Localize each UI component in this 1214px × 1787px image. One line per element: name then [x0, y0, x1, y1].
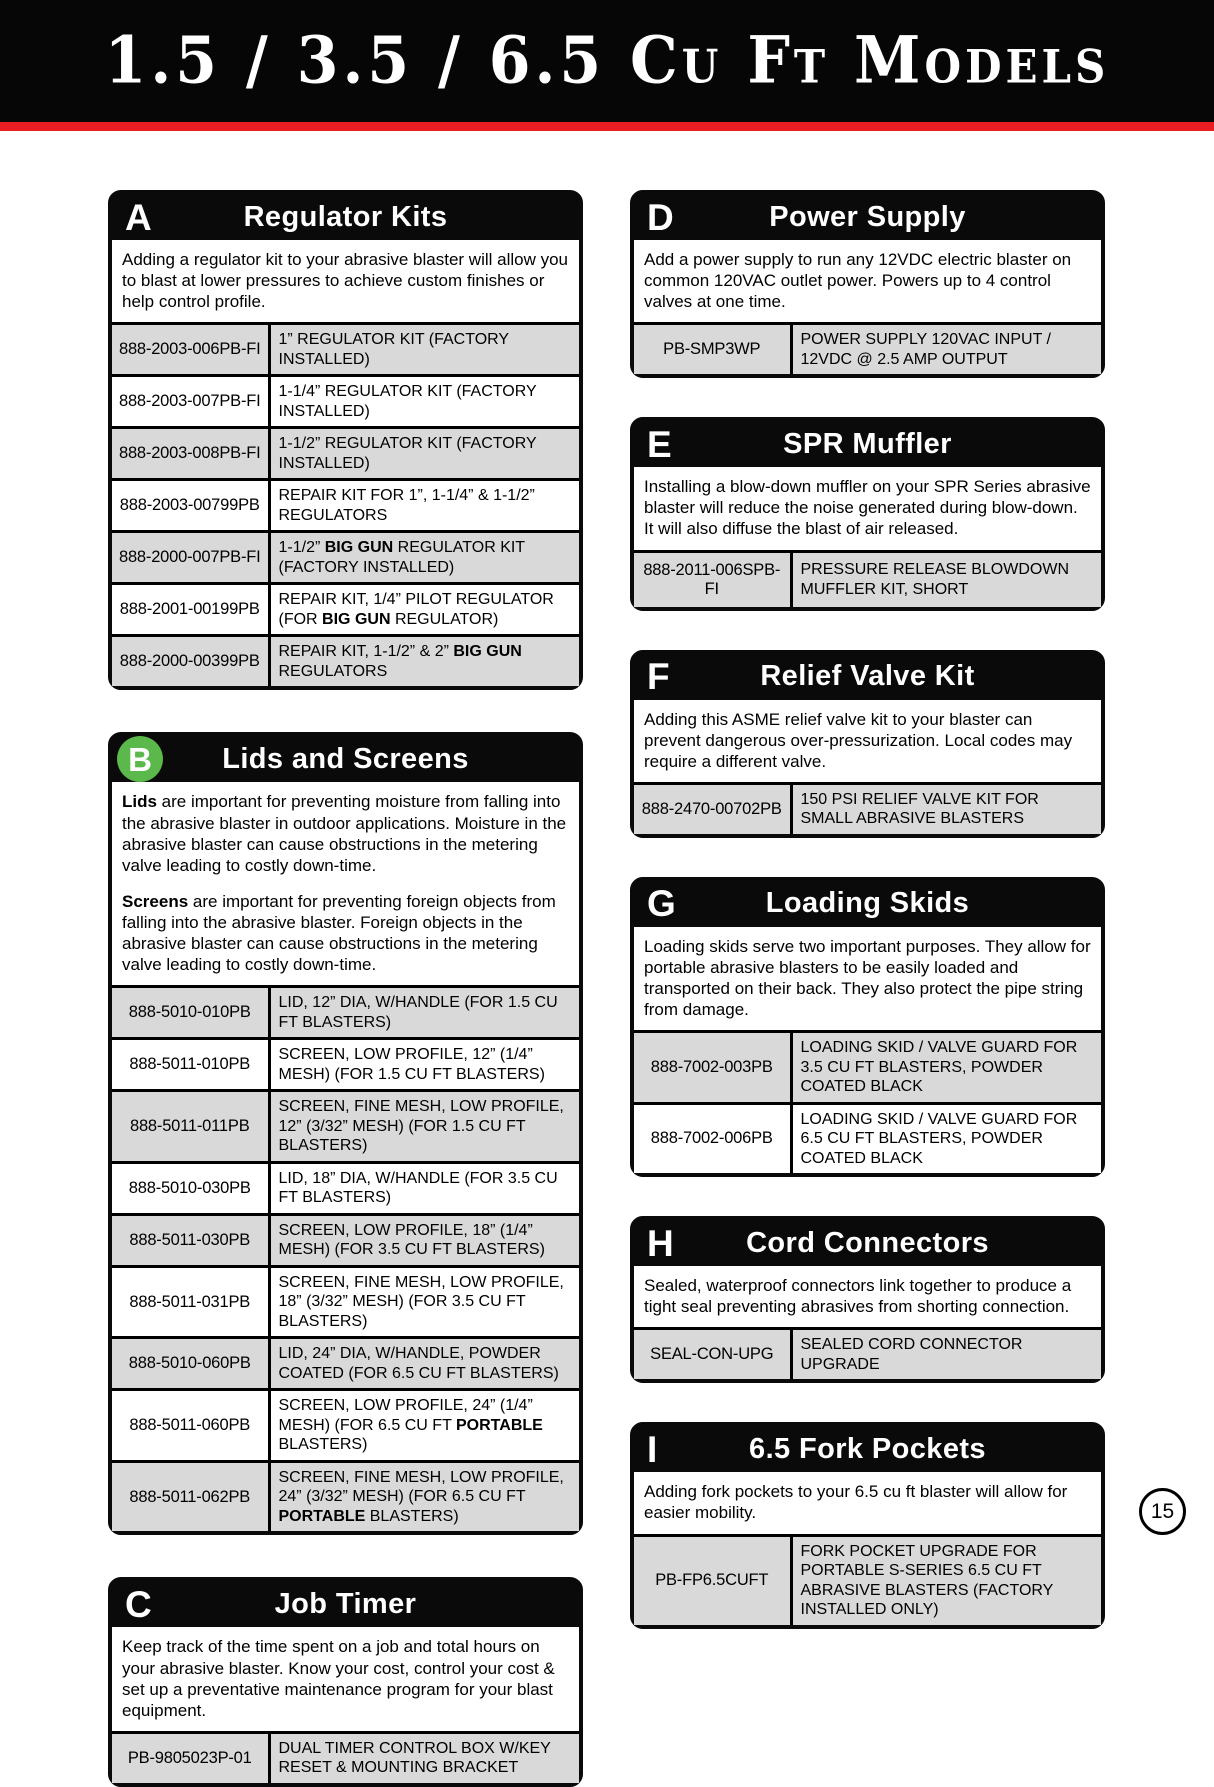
part-number-cell: 888-5011-010PB [112, 1039, 269, 1091]
section-c [108, 1577, 583, 1786]
description-paragraph: Adding fork pockets to your 6.5 cu ft blaster will allow for easier mobility. [644, 1482, 1068, 1523]
section-title: Lids and Screens [222, 742, 469, 775]
description-paragraph: Sealed, waterproof connectors link together to produce a tight seal preventing abrasives from shorting connection. [644, 1276, 1072, 1317]
description-paragraph: Lids are important for preventing moisture from falling into the abrasive blaster in outdoor applications. Moisture in the abrasive blaster can cause obstructions in the metering valve leading to costly down-time. [122, 792, 567, 875]
part-description-cell: REPAIR KIT, 1-1/2” & 2” BIG GUN REGULATORS [269, 636, 579, 687]
part-number-cell: 888-5010-030PB [112, 1162, 269, 1214]
part-description-cell: LID, 18” DIA, W/HANDLE (FOR 3.5 CU FT BLASTERS) [269, 1162, 579, 1214]
section-letter: C [125, 1583, 152, 1625]
description-paragraph: Add a power supply to run any 12VDC electric blaster on common 120VAC outlet power. Powers up to 4 control valves at one time. [644, 250, 1072, 312]
parts-table [112, 985, 579, 1531]
page-number-badge [1139, 1488, 1186, 1535]
table-row [112, 987, 579, 1039]
table-row [112, 1390, 579, 1462]
section-letter: E [647, 423, 672, 465]
parts-table [112, 322, 579, 686]
description-paragraph: Installing a blow-down muffler on your SPR Series abrasive blaster will reduce the noise generated during blow-down. It will also diffuse the blast of air released. [644, 477, 1091, 539]
part-description-cell: LID, 24” DIA, W/HANDLE, POWDER COATED (FOR 6.5 CU FT BLASTERS) [269, 1338, 579, 1390]
parts-table [112, 1731, 579, 1783]
part-description-cell: SCREEN, FINE MESH, LOW PROFILE, 24” (3/32” MESH) (FOR 6.5 CU FT PORTABLE BLASTERS) [269, 1461, 579, 1531]
table-row [112, 1214, 579, 1266]
section-letter: I [647, 1428, 658, 1470]
table-row [112, 1091, 579, 1163]
section-description [112, 784, 579, 985]
parts-table [634, 322, 1101, 374]
description-paragraph: Screens are important for preventing foreign objects from falling into the abrasive blaster. Foreign objects in the abrasive blaster can cause obstructions in the metering valve leading to costly down-time. [122, 891, 556, 974]
part-description-cell: SCREEN, FINE MESH, LOW PROFILE, 18” (3/32” MESH) (FOR 3.5 CU FT BLASTERS) [269, 1266, 579, 1338]
part-number-cell: 888-2011-006SPB-FI [634, 551, 791, 607]
table-row [112, 1732, 579, 1783]
description-paragraph: Adding a regulator kit to your abrasive blaster will allow you to blast at lower pressures to achieve custom finishes or help control profile. [122, 250, 569, 312]
section-title: 6.5 Fork Pockets [749, 1432, 986, 1465]
part-number-cell: 888-2003-006PB-FI [112, 324, 269, 376]
table-row [112, 324, 579, 376]
part-description-cell: SCREEN, LOW PROFILE, 18” (1/4” MESH) (FOR 3.5 CU FT BLASTERS) [269, 1214, 579, 1266]
table-row [112, 1461, 579, 1531]
section-title: SPR Muffler [783, 427, 952, 460]
section-header [112, 194, 579, 242]
section-description [634, 469, 1101, 549]
right-column [630, 190, 1105, 1629]
section-header [634, 881, 1101, 929]
part-number-cell: 888-2470-00702PB [634, 783, 791, 834]
section-letter: B [117, 736, 163, 782]
section-e [630, 417, 1105, 610]
section-title: Loading Skids [765, 887, 970, 920]
section-f [630, 650, 1105, 838]
section-header [634, 654, 1101, 702]
part-number-cell: 888-5011-011PB [112, 1091, 269, 1163]
part-description-cell: 150 PSI RELIEF VALVE KIT FOR SMALL ABRASIVE BLASTERS [791, 783, 1101, 834]
section-letter: G [647, 883, 676, 925]
section-title: Relief Valve Kit [760, 660, 975, 692]
description-paragraph: Loading skids serve two important purposes. They allow for portable abrasive blasters to be easily loaded and transported on their back. They also protect the pipe string from damage. [644, 936, 1091, 1019]
part-description-cell: REPAIR KIT, 1/4” PILOT REGULATOR (FOR BIG GUN REGULATOR) [269, 584, 579, 636]
part-number-cell: 888-5011-030PB [112, 1214, 269, 1266]
parts-table [634, 782, 1101, 834]
table-row [112, 636, 579, 687]
section-description [112, 1629, 579, 1730]
part-number-cell: 888-2003-007PB-FI [112, 376, 269, 428]
table-row [112, 428, 579, 480]
section-header [634, 421, 1101, 469]
section-title: Regulator Kits [243, 200, 448, 233]
section-letter: A [125, 196, 152, 238]
parts-table [634, 1030, 1101, 1173]
part-description-cell: POWER SUPPLY 120VAC INPUT / 12VDC @ 2.5 AMP OUTPUT [791, 324, 1101, 375]
part-number-cell: 888-5010-010PB [112, 987, 269, 1039]
section-d [630, 190, 1105, 378]
part-number-cell: 888-2000-00399PB [112, 636, 269, 687]
section-h [630, 1216, 1105, 1383]
part-description-cell: LID, 12” DIA, W/HANDLE (FOR 1.5 CU FT BLASTERS) [269, 987, 579, 1039]
section-description [634, 929, 1101, 1030]
table-row [112, 584, 579, 636]
section-title: Job Timer [274, 1587, 417, 1620]
table-row [634, 1032, 1101, 1104]
section-g [630, 877, 1105, 1177]
part-number-cell: 888-7002-006PB [634, 1103, 791, 1173]
table-row [112, 1162, 579, 1214]
part-number-cell: 888-7002-003PB [634, 1032, 791, 1104]
page-banner [0, 0, 1214, 122]
part-description-cell: LOADING SKID / VALVE GUARD FOR 6.5 CU FT BLASTERS, POWDER COATED BLACK [791, 1103, 1101, 1173]
part-description-cell: 1-1/4” REGULATOR KIT (FACTORY INSTALLED) [269, 376, 579, 428]
section-description [634, 702, 1101, 782]
section-letter: F [647, 656, 670, 697]
section-description [112, 242, 579, 322]
parts-table [634, 1327, 1101, 1379]
parts-table [634, 550, 1101, 607]
table-row [112, 1039, 579, 1091]
part-number-cell: PB-FP6.5CUFT [634, 1535, 791, 1625]
part-number-cell: 888-5011-060PB [112, 1390, 269, 1462]
section-a [108, 190, 583, 690]
table-row [634, 1103, 1101, 1173]
part-number-cell: SEAL-CON-UPG [634, 1329, 791, 1380]
part-description-cell: SCREEN, FINE MESH, LOW PROFILE, 12” (3/32” MESH) (FOR 1.5 CU FT BLASTERS) [269, 1091, 579, 1163]
part-number-cell: 888-5010-060PB [112, 1338, 269, 1390]
part-description-cell: PRESSURE RELEASE BLOWDOWN MUFFLER KIT, SHORT [791, 551, 1101, 607]
section-header [634, 1220, 1101, 1268]
part-number-cell: 888-2001-00199PB [112, 584, 269, 636]
accent-stripe [0, 122, 1214, 131]
section-i [630, 1422, 1105, 1628]
part-number-cell: 888-2003-008PB-FI [112, 428, 269, 480]
section-header [634, 194, 1101, 242]
table-row [112, 1338, 579, 1390]
part-description-cell: SCREEN, LOW PROFILE, 24” (1/4” MESH) (FOR 6.5 CU FT PORTABLE BLASTERS) [269, 1390, 579, 1462]
table-row [112, 532, 579, 584]
section-title: Power Supply [769, 200, 966, 233]
table-row [634, 1535, 1101, 1625]
part-description-cell: DUAL TIMER CONTROL BOX W/KEY RESET & MOUNTING BRACKET [269, 1732, 579, 1783]
section-header [112, 1581, 579, 1629]
part-description-cell: SCREEN, LOW PROFILE, 12” (1/4” MESH) (FOR 1.5 CU FT BLASTERS) [269, 1039, 579, 1091]
part-number-cell: 888-2000-007PB-FI [112, 532, 269, 584]
page-title: 1.5 / 3.5 / 6.5 Cu Ft Models [104, 23, 1110, 99]
section-header [112, 736, 579, 784]
part-number-cell: 888-5011-031PB [112, 1266, 269, 1338]
part-description-cell: SEALED CORD CONNECTOR UPGRADE [791, 1329, 1101, 1380]
part-description-cell: REPAIR KIT FOR 1”, 1-1/4” & 1-1/2” REGULATORS [269, 480, 579, 532]
table-row [634, 551, 1101, 607]
section-description [634, 1268, 1101, 1327]
table-row [112, 480, 579, 532]
section-description [634, 1474, 1101, 1533]
description-paragraph: Adding this ASME relief valve kit to your blaster can prevent dangerous over-pressurization. Local codes may require a different valve. [644, 709, 1073, 771]
table-row [634, 783, 1101, 834]
section-letter: H [647, 1222, 674, 1264]
table-row [634, 324, 1101, 375]
table-row [112, 376, 579, 428]
part-number-cell: PB-SMP3WP [634, 324, 791, 375]
left-column [108, 190, 583, 1787]
section-title: Cord Connectors [746, 1226, 989, 1259]
part-number-cell: PB-9805023P-01 [112, 1732, 269, 1783]
parts-table [634, 1534, 1101, 1625]
page-number: 15 [1150, 1499, 1175, 1523]
part-description-cell: 1” REGULATOR KIT (FACTORY INSTALLED) [269, 324, 579, 376]
part-description-cell: LOADING SKID / VALVE GUARD FOR 3.5 CU FT BLASTERS, POWDER COATED BLACK [791, 1032, 1101, 1104]
part-description-cell: 1-1/2” BIG GUN REGULATOR KIT (FACTORY INSTALLED) [269, 532, 579, 584]
part-description-cell: 1-1/2” REGULATOR KIT (FACTORY INSTALLED) [269, 428, 579, 480]
section-description [634, 242, 1101, 322]
section-letter: D [647, 196, 674, 238]
table-row [634, 1329, 1101, 1380]
part-description-cell: FORK POCKET UPGRADE FOR PORTABLE S-SERIES 6.5 CU FT ABRASIVE BLASTERS (FACTORY INSTALLED ONLY) [791, 1535, 1101, 1625]
part-number-cell: 888-2003-00799PB [112, 480, 269, 532]
section-header [634, 1426, 1101, 1474]
section-b [108, 732, 583, 1535]
table-row [112, 1266, 579, 1338]
description-paragraph: Keep track of the time spent on a job and total hours on your abrasive blaster. Know your cost, control your cost & set up a preventative maintenance program for your blast equipment. [122, 1637, 555, 1720]
part-number-cell: 888-5011-062PB [112, 1461, 269, 1531]
